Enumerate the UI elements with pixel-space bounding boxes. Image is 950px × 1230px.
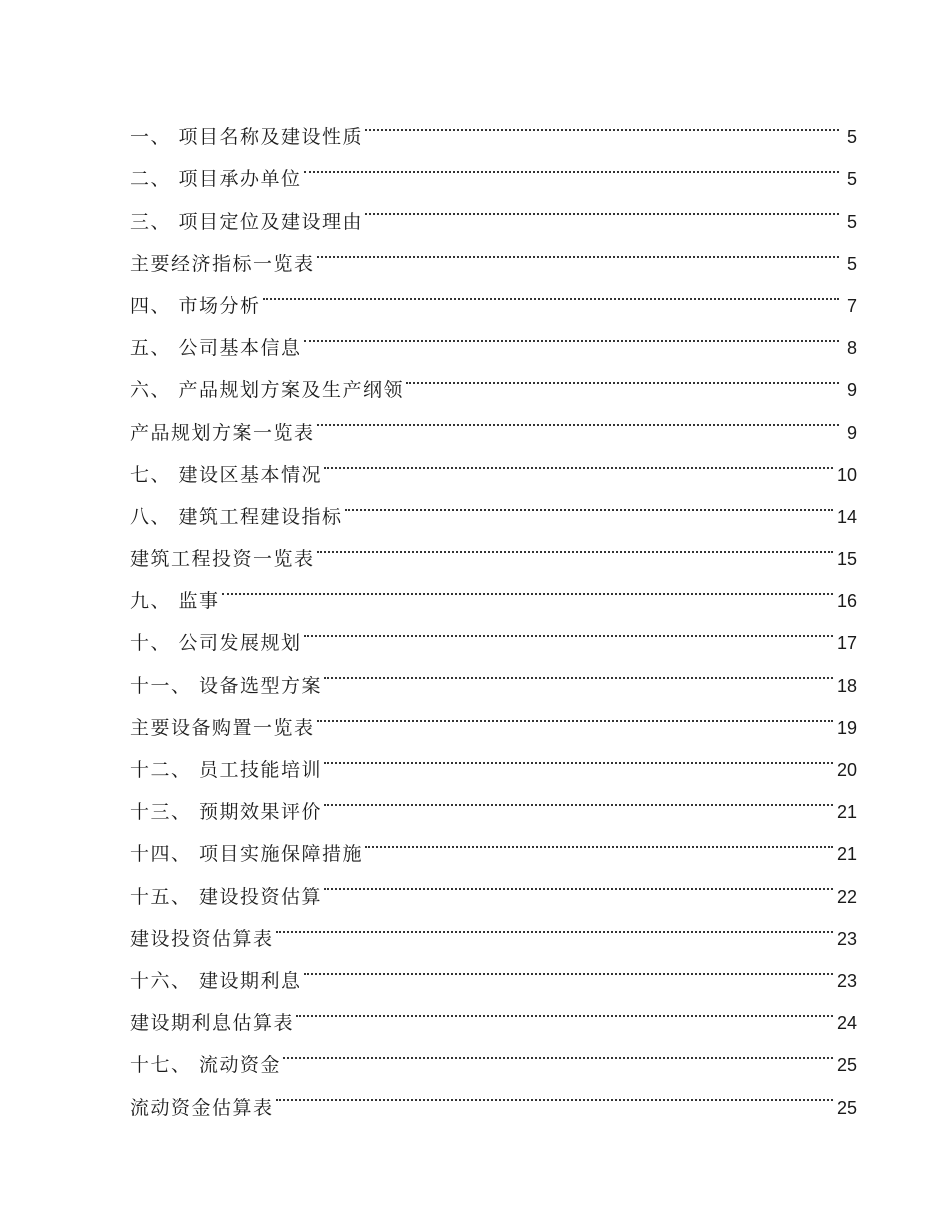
toc-leader-dots (365, 101, 839, 143)
toc-leader-dots (317, 523, 833, 565)
toc-leader-dots (324, 734, 833, 776)
toc-entry-page: 21 (836, 844, 857, 865)
toc-leader-dots (324, 776, 833, 818)
toc-entry-page: 25 (836, 1055, 857, 1076)
toc-leader-dots (296, 987, 833, 1029)
toc-entry-title: 主要设备购置一览表 (130, 716, 315, 739)
toc-entry-title: 十二、 员工技能培训 (130, 759, 323, 781)
toc-entry-page: 10 (836, 464, 857, 485)
toc-entry-title: 五、 公司基本信息 (130, 337, 302, 360)
toc-entry-title: 建设投资估算表 (130, 927, 274, 950)
toc-leader-dots (304, 607, 833, 649)
toc-entry-page: 18 (836, 675, 857, 696)
toc-leader-dots (304, 143, 839, 185)
toc-entry-title: 三、 项目定位及建设理由 (130, 210, 364, 233)
toc-entry-title: 七、 建设区基本情况 (130, 463, 323, 486)
toc-entry-page: 25 (836, 1097, 857, 1118)
toc-entry-title: 九、 监事 (130, 590, 220, 613)
toc-entry[interactable] (130, 565, 857, 613)
toc-entry-page: 14 (836, 506, 857, 527)
toc-entry-title: 一、 项目名称及建设性质 (130, 126, 364, 149)
toc-leader-dots (365, 185, 839, 227)
toc-entry-title: 十七、 流动资金 (130, 1054, 282, 1077)
toc-entry-page: 15 (836, 549, 857, 570)
table-of-contents (130, 101, 857, 1119)
toc-entry-title: 四、 市场分析 (130, 294, 261, 317)
toc-entry-title: 建筑工程投资一览表 (130, 548, 315, 571)
toc-entry-title: 十六、 建设期利息 (130, 969, 302, 992)
toc-leader-dots (222, 565, 833, 607)
toc-entry-page: 21 (836, 802, 857, 823)
toc-entry-page: 22 (836, 886, 857, 907)
toc-entry-page: 16 (836, 591, 857, 612)
toc-leader-dots (263, 270, 839, 312)
toc-entry-page: 23 (836, 928, 857, 949)
toc-leader-dots (365, 818, 833, 860)
toc-entry-title: 十三、 预期效果评价 (130, 801, 323, 824)
toc-entry-page: 5 (846, 253, 857, 274)
toc-entry-page: 8 (846, 338, 857, 359)
toc-leader-dots (324, 860, 833, 902)
toc-leader-dots (276, 903, 833, 945)
toc-entry-page: 9 (846, 422, 857, 443)
toc-leader-dots (324, 439, 833, 481)
toc-leader-dots (304, 312, 839, 354)
toc-entry-page: 20 (836, 760, 857, 780)
toc-leader-dots (406, 354, 839, 396)
toc-leader-dots (304, 945, 833, 987)
toc-entry-page: 17 (836, 633, 857, 654)
toc-leader-dots (317, 692, 833, 734)
toc-entry-page: 5 (846, 169, 857, 190)
toc-entry-page: 23 (836, 970, 857, 991)
toc-entry[interactable] (130, 607, 857, 655)
toc-entry-title: 流动资金估算表 (130, 1096, 274, 1119)
toc-entry-title: 主要经济指标一览表 (130, 252, 315, 275)
toc-leader-dots (317, 396, 839, 438)
toc-entry-page: 5 (846, 211, 857, 232)
toc-entry-title: 六、 产品规划方案及生产纲领 (130, 379, 405, 402)
toc-entry-title: 十四、 项目实施保障措施 (130, 843, 364, 866)
toc-entry-title: 十一、 设备选型方案 (130, 674, 323, 697)
toc-entry-title: 十五、 建设投资估算 (130, 885, 323, 908)
toc-entry-title: 十、 公司发展规划 (130, 632, 302, 655)
toc-entry-title: 八、 建筑工程建设指标 (130, 505, 343, 528)
toc-leader-dots (324, 649, 833, 691)
toc-entry-page: 9 (846, 380, 857, 401)
toc-entry[interactable] (130, 101, 857, 149)
toc-entry-title: 产品规划方案一览表 (130, 421, 315, 444)
toc-entry-title: 二、 项目承办单位 (130, 168, 302, 191)
toc-entry-page: 19 (836, 717, 857, 738)
toc-entry-page: 24 (836, 1013, 857, 1034)
toc-leader-dots (345, 481, 833, 523)
toc-entry-title: 建设期利息估算表 (130, 1012, 295, 1035)
toc-leader-dots (276, 1071, 833, 1113)
toc-entry-page: 5 (846, 127, 857, 148)
toc-entry-page: 7 (846, 295, 857, 316)
toc-leader-dots (317, 228, 839, 270)
toc-leader-dots (283, 1029, 833, 1071)
